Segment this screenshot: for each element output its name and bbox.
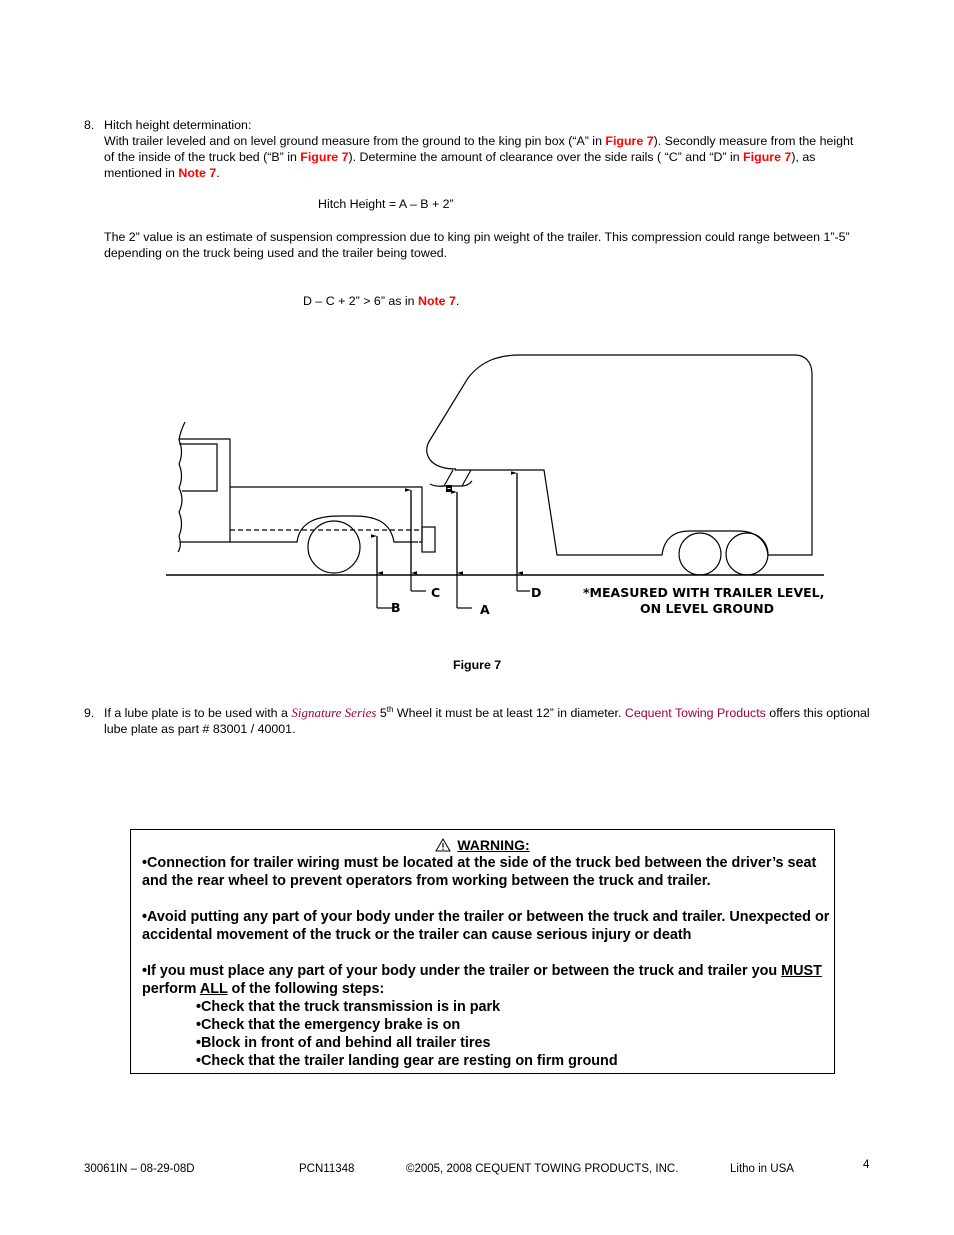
safety-step: •Check that the truck transmission is in park bbox=[196, 999, 501, 1015]
brand-name: Signature Series bbox=[291, 705, 377, 720]
safety-step: •Check that the emergency brake is on bbox=[196, 1017, 461, 1033]
warning-title: WARNING: bbox=[457, 837, 530, 853]
text: D – C + 2” > 6” as in bbox=[303, 294, 419, 308]
figure-reference-link[interactable]: Figure 7 bbox=[605, 134, 654, 148]
warning-title-row bbox=[131, 836, 834, 856]
emphasis-all: ALL bbox=[199, 981, 228, 997]
measurement-note-line1: *MEASURED WITH TRAILER LEVEL, bbox=[583, 585, 825, 600]
compression-explanation: The 2” value is an estimate of suspension compression due to king pin weight of the trailer. This compression could range between 1”-5” depending on the truck being used and the trailer being towed. bbox=[104, 230, 850, 260]
text: . bbox=[455, 294, 460, 308]
safety-steps-list bbox=[196, 998, 618, 1070]
text: . bbox=[216, 166, 220, 180]
safety-step: •Block in front of and behind all trailer tires bbox=[196, 1035, 491, 1051]
figure-caption: Figure 7 bbox=[453, 658, 502, 672]
page-number: 4 bbox=[863, 1159, 870, 1171]
text: ). Secondly measure from the height of the inside of the truck bed (“B” in bbox=[104, 134, 854, 164]
text: With trailer leveled and on level ground measure from the ground to the king pin box (“A” in bbox=[104, 134, 606, 148]
page-footer bbox=[84, 1161, 884, 1181]
note-reference-link[interactable]: Note 7 bbox=[418, 294, 456, 308]
step-number: 8. bbox=[84, 118, 95, 132]
step-body bbox=[104, 133, 864, 181]
warning-bullet-avoid: •Avoid putting any part of your body under the trailer or between the truck and trailer. Unexpected or accidental movement of the truck or the trailer can cause serious injury or death bbox=[142, 909, 830, 943]
text: If a lube plate is to be used with a bbox=[104, 706, 292, 720]
dimension-label-b: B bbox=[391, 600, 401, 615]
step-body bbox=[104, 705, 874, 737]
text: ), as mentioned in bbox=[104, 150, 816, 180]
safety-step: •Check that the trailer landing gear are resting on firm ground bbox=[196, 1053, 618, 1069]
hitch-height-formula: Hitch Height = A – B + 2” bbox=[318, 197, 454, 211]
company-link[interactable]: Cequent Towing Products bbox=[624, 706, 766, 720]
clearance-formula bbox=[303, 293, 459, 309]
step-number: 9. bbox=[84, 706, 95, 720]
text: ). Determine the amount of clearance over the side rails ( “C” and “D” in bbox=[348, 150, 744, 164]
figure-reference-link[interactable]: Figure 7 bbox=[743, 150, 792, 164]
dimension-label-c: C bbox=[431, 585, 441, 600]
emphasis-must: MUST bbox=[781, 963, 822, 979]
text: 5 bbox=[376, 706, 387, 720]
document-id: 30061IN – 08-29-08D bbox=[84, 1163, 195, 1175]
text: offers this optional lube plate as part # 83001 / 40001. bbox=[104, 706, 870, 736]
text: perform bbox=[142, 981, 200, 997]
text: •If you must place any part of your body under the trailer or between the truck and trailer you bbox=[142, 963, 782, 979]
warning-box bbox=[130, 829, 835, 1074]
dimension-label-a: A bbox=[480, 602, 490, 617]
warning-bullet-must bbox=[142, 962, 832, 998]
warning-bullet-wiring: •Connection for trailer wiring must be located at the side of the truck bed between the driver’s seat and the rear wheel to prevent operators from working between the truck and trailer. bbox=[142, 855, 817, 889]
measurement-note-line2: ON LEVEL GROUND bbox=[640, 601, 774, 616]
superscript: th bbox=[386, 704, 394, 714]
pcn-number: PCN11348 bbox=[299, 1163, 355, 1175]
text: Wheel it must be at least 12” in diameter. bbox=[393, 706, 625, 720]
dimension-label-d: D bbox=[531, 585, 542, 600]
step-heading: Hitch height determination: bbox=[104, 118, 252, 132]
figure-7-diagram bbox=[160, 340, 840, 630]
figure-reference-link[interactable]: Figure 7 bbox=[300, 150, 349, 164]
text: of the following steps: bbox=[227, 981, 385, 997]
litho-note: Litho in USA bbox=[730, 1163, 794, 1175]
note-reference-link[interactable]: Note 7 bbox=[178, 166, 217, 180]
copyright: ©2005, 2008 CEQUENT TOWING PRODUCTS, INC. bbox=[406, 1163, 679, 1175]
